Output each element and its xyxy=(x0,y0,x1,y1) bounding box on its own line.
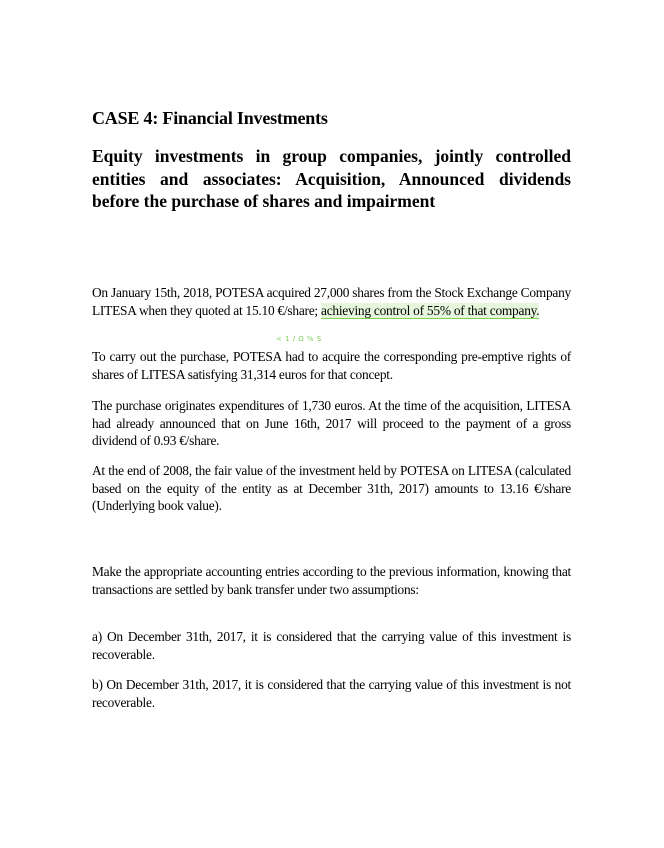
assumption-a: a) On December 31th, 2017, it is considered that the carrying value of this investment is recoverable. xyxy=(92,629,571,662)
paragraph-expenditures: The purchase originates expenditures of 1,730 euros. At the time of the acquisition, LITESA had already announced that on June 16th, 2017 will proceed to the payment of a gross dividend of 0.93 €/share. xyxy=(92,398,571,449)
highlighted-text[interactable]: achieving control of 55% of that company. xyxy=(321,302,540,318)
handwritten-annotation: < 1 / Ω % S xyxy=(276,335,322,343)
assumption-b: b) On December 31th, 2017, it is considered that the carrying value of this investment is not recoverable. xyxy=(92,677,571,710)
case-title: CASE 4: Financial Investments xyxy=(92,108,328,128)
paragraph-preemptive-rights: To carry out the purchase, POTESA had to acquire the corresponding pre-emptive rights of shares of LITESA satisfying 31,314 euros for that concept. xyxy=(92,349,571,382)
paragraph-acquisition xyxy=(92,284,571,319)
case-subtitle: Equity investments in group companies, jointly controlled entities and associates: Acquisition, Announced dividends before the purchase of shares and impairment xyxy=(92,146,571,212)
paragraph-instructions: Make the appropriate accounting entries according to the previous information, knowing that transactions are settled by bank transfer under two assumptions: xyxy=(92,564,571,597)
paragraph-fair-value: At the end of 2008, the fair value of the investment held by POTESA on LITESA (calculated based on the equity of the entity as at December 31th, 2017) amounts to 13.16 €/share (Underlying book value). xyxy=(92,463,571,514)
paragraph-acquisition-text: On January 15th, 2018, POTESA acquired 27,000 shares from the Stock Exchange Company LITESA when they quoted at 15.10 €/share; xyxy=(92,285,571,318)
